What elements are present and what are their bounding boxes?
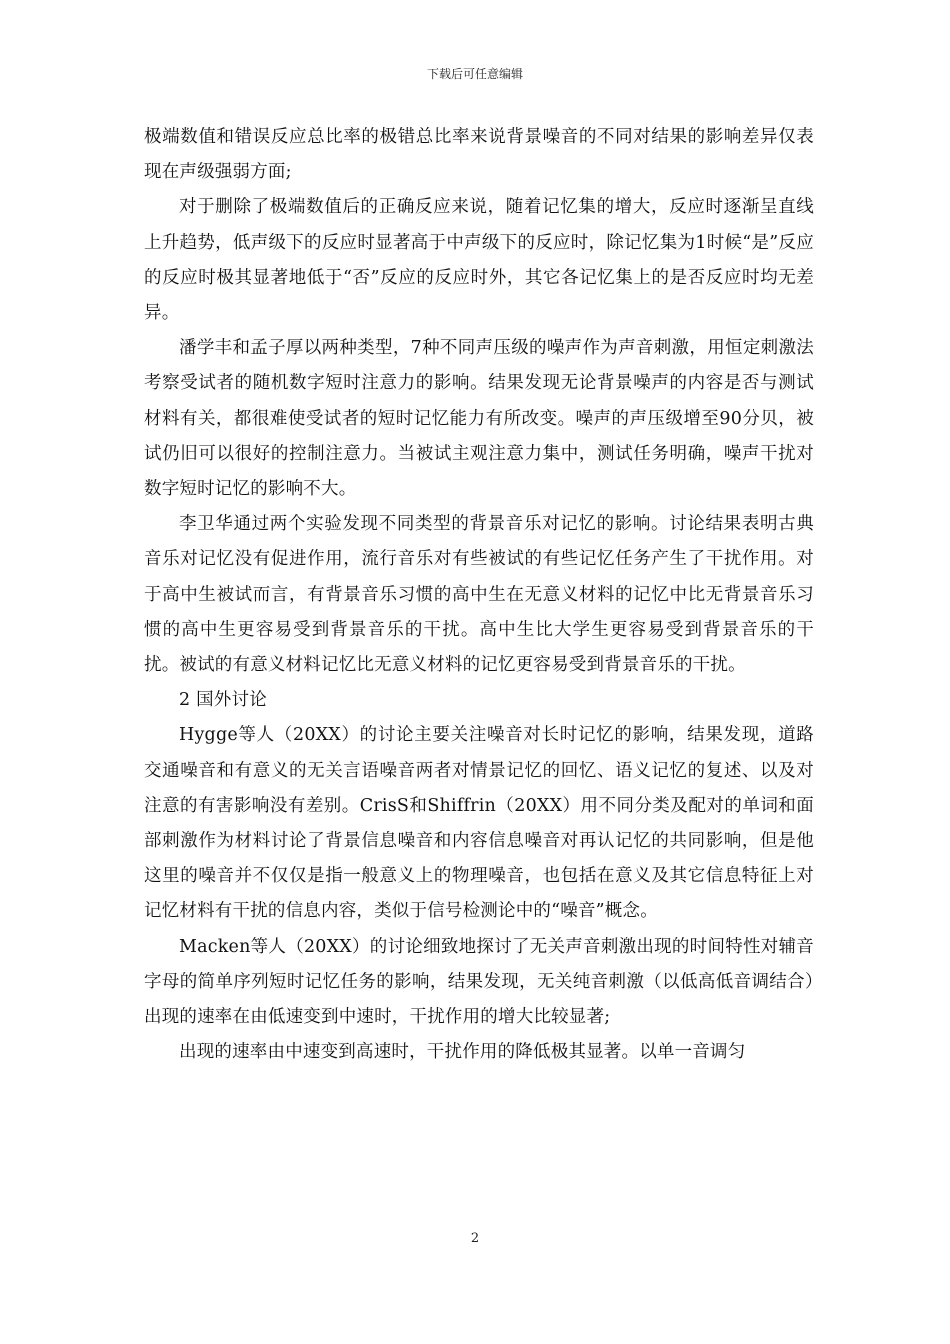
- paragraph: Hygge等人（20XX）的讨论主要关注噪音对长时记忆的影响，结果发现，道路交通噪音和有意义的无关言语噪音两者对情景记忆的回忆、语义记忆的复述、以及对注意的有害影响没有差别。CrisS和Shiffrin（20XX）用不同分类及配对的单词和面部刺激作为材料讨论了背景信息噪音和内容信息噪音对再认记忆的共同影响，但是他这里的噪音并不仅仅是指一般意义上的物理噪音，也包括在意义及其它信息特征上对记忆材料有干扰的信息内容，类似于信号检测论中的“噪音”概念。: [144, 725, 814, 922]
- paragraph: 对于删除了极端数值后的正确反应来说，随着记忆集的增大，反应时逐渐呈直线上升趋势，低声级下的反应时显著高于中声级下的反应时，除记忆集为1时候“是”反应的反应时极其显著地低于“否”反应的反应时外，其它各记忆集上的是否反应时均无差异。: [144, 197, 814, 324]
- paragraph: 极端数值和错误反应总比率的极错总比率来说背景噪音的不同对结果的影响差异仅表现在声级强弱方面;: [144, 127, 814, 183]
- section-heading: 2 国外讨论: [179, 690, 267, 711]
- body-text: [144, 120, 814, 1070]
- paragraph: 李卫华通过两个实验发现不同类型的背景音乐对记忆的影响。讨论结果表明古典音乐对记忆没有促进作用，流行音乐对有些被试的有些记忆任务产生了干扰作用。对于高中生被试而言，有背景音乐习惯的高中生在无意义材料的记忆中比无背景音乐习惯的高中生更容易受到背景音乐的干扰。高中生比大学生更容易受到背景音乐的干扰。被试的有意义材料记忆比无意义材料的记忆更容易受到背景音乐的干扰。: [144, 514, 814, 676]
- page-header: 下载后可任意编辑: [426, 67, 523, 81]
- paragraph: 潘学丰和孟子厚以两种类型，7种不同声压级的噪声作为声音刺激，用恒定刺激法考察受试者的随机数字短时注意力的影响。结果发现无论背景噪声的内容是否与测试材料有关，都很难使受试者的短时记忆能力有所改变。噪声的声压级增至90分贝，被试仍旧可以很好的控制注意力。当被试主观注意力集中，测试任务明确，噪声干扰对数字短时记忆的影响不大。: [144, 338, 814, 500]
- paragraph: Macken等人（20XX）的讨论细致地探讨了无关声音刺激出现的时间特性对辅音字母的简单序列短时记忆任务的影响，结果发现，无关纯音刺激（以低高低音调结合）出现的速率在由低速变到中速时，干扰作用的增大比较显著;: [144, 936, 814, 1028]
- page-number: 2: [470, 1231, 480, 1246]
- paragraph: 出现的速率由中速变到高速时，干扰作用的降低极其显著。以单一音调匀: [179, 1042, 746, 1063]
